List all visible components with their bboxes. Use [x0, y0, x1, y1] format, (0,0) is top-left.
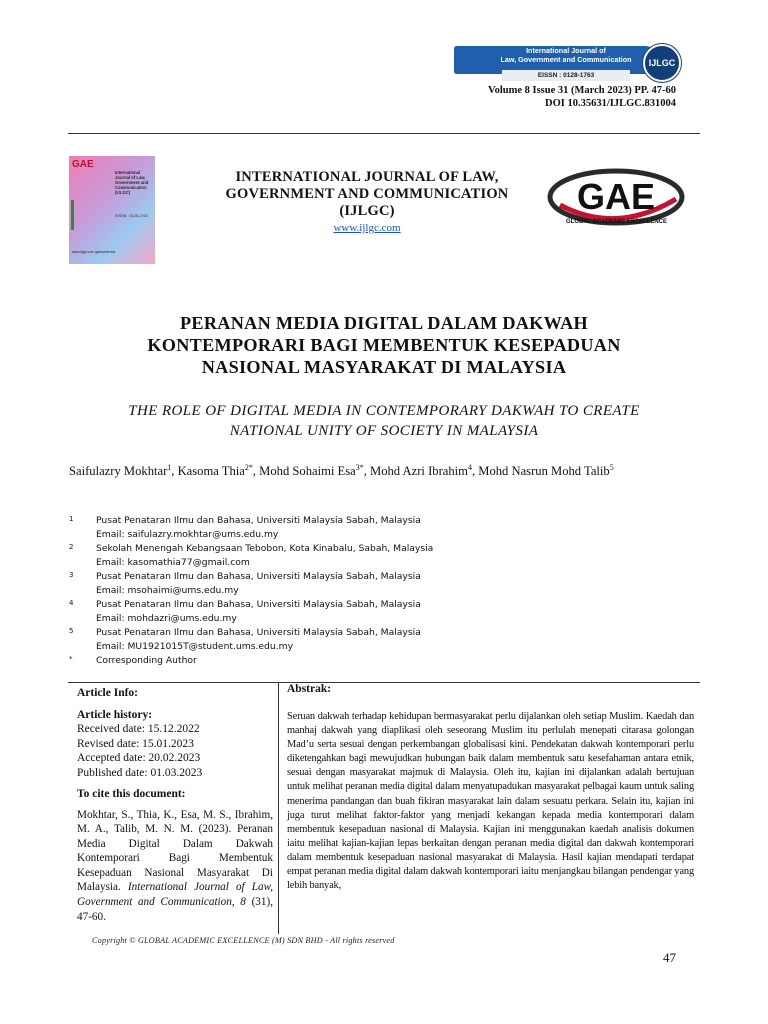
- citation-text: [77, 808, 273, 925]
- author-list: Saifulazry Mokhtar$^1$, Kasoma Thia$^{2*}$, Mohd Sohaimi Esa$^{3*}$, Mohd Azri Ibrahim$^4$, Mohd Nasrun Mohd Talib$^5$: [69, 462, 614, 478]
- paper-title-english: [70, 401, 698, 441]
- affiliation-institution: Pusat Penataran Ilmu dan Bahasa, Universiti Malaysia Sabah, Malaysia: [96, 599, 421, 610]
- affiliation-email: Email: msohaimi@ums.edu.my: [96, 585, 239, 596]
- affiliation-number: 2: [69, 543, 74, 551]
- citation-journal: International Journal of Law, Government and Communication, 8: [77, 881, 274, 909]
- cover-site: www.ijlgc.com gaexcellence: [72, 250, 116, 254]
- journal-name-line1: INTERNATIONAL JOURNAL OF LAW,: [235, 169, 499, 185]
- affiliation-email: Email: kasomathia77@gmail.com: [96, 557, 250, 568]
- journal-name-line3: (IJLGC): [339, 203, 395, 219]
- cite-heading: To cite this document:: [77, 788, 186, 800]
- journal-cover-image: [69, 156, 155, 264]
- affiliation-number: 5: [69, 627, 74, 635]
- journal-banner: [454, 46, 674, 80]
- corresponding-mark: *: [69, 655, 73, 663]
- cover-accent-stripe: [71, 200, 74, 230]
- corresponding-author-note: [69, 654, 699, 668]
- author-name: Kasoma Thia: [177, 464, 245, 478]
- corresponding-text: Corresponding Author: [96, 655, 197, 666]
- revised-date: Revised date: 15.01.2023: [77, 737, 194, 750]
- affiliation-email: Email: mohdazri@ums.edu.my: [96, 613, 237, 624]
- header-rule: [68, 133, 700, 134]
- ijlgc-badge: IJLGC: [643, 44, 681, 82]
- affiliation-item: [69, 542, 699, 570]
- title-en-line2: NATIONAL UNITY OF SOCIETY IN MALAYSIA: [229, 423, 539, 439]
- accepted-date: Accepted date: 20.02.2023: [77, 752, 201, 764]
- affiliation-list: [69, 514, 699, 668]
- author-sup: 1: [167, 462, 172, 472]
- journal-website-link[interactable]: www.ijlgc.com: [333, 222, 401, 234]
- banner-eissn: EISSN : 0128-1763: [502, 70, 630, 81]
- article-history-heading: Article history:: [77, 708, 153, 721]
- citation-body: Mokhtar, S., Thia, K., Esa, M. S., Ibrahim, M. A., Talib, M. N. M. (2023). Peranan Media Digital Dalam Dakwah Kontemporari Bagi Membentuk Kesepaduan Nasional Masyarakat Di Malaysia.: [77, 808, 273, 894]
- title-ms-line3: NASIONAL MASYARAKAT DI MALAYSIA: [201, 357, 567, 377]
- gae-logo-caption: GLOBAL ACADEMIC EXCELLENCE: [566, 219, 668, 225]
- affiliation-item: [69, 626, 699, 654]
- author-sup: 2*: [244, 462, 253, 472]
- doi-line: DOI 10.35631/IJLGC.831004: [545, 98, 676, 109]
- journal-name-line2: GOVERNMENT AND COMMUNICATION: [225, 186, 509, 202]
- citation-pages: (31), 47-60.: [77, 896, 273, 923]
- affiliation-institution: Pusat Penataran Ilmu dan Bahasa, Universiti Malaysia Sabah, Malaysia: [96, 515, 421, 526]
- banner-title-line2: Law, Government and Communication: [500, 54, 632, 64]
- author-name: Mohd Azri Ibrahim: [370, 464, 468, 478]
- copyright-footer: Copyright © GLOBAL ACADEMIC EXCELLENCE (M) SDN BHD - All rights reserved: [92, 936, 395, 945]
- affiliation-number: 1: [69, 515, 74, 523]
- title-ms-line2: KONTEMPORARI BAGI MEMBENTUK KESEPADUAN: [147, 335, 621, 355]
- article-info-panel: [77, 686, 273, 924]
- affiliation-item: [69, 598, 699, 626]
- affiliation-item: [69, 514, 699, 542]
- published-date: Published date: 01.03.2023: [77, 766, 203, 779]
- paper-title-malay: [90, 312, 678, 378]
- gae-logo-icon: [546, 165, 686, 235]
- author-name: Saifulazry Mokhtar: [69, 464, 168, 478]
- affiliation-number: 4: [69, 599, 74, 607]
- cover-title: International Journal of Law, Government and Communication (IJLGC): [115, 170, 149, 195]
- journal-name: [190, 169, 544, 220]
- author-sup: 5: [609, 462, 614, 472]
- page-number: 47: [663, 950, 676, 965]
- banner-title-line1: International Journal of: [526, 46, 606, 55]
- volume-line: Volume 8 Issue 31 (March 2023) PP. 47-60: [487, 85, 676, 96]
- abstract-body: Seruan dakwah terhadap kehidupan bermasyarakat perlu dijalankan oleh setiap Muslim. Kaedah dan manhaj dakwah yang diaplikasi oleh seseorang Muslim itu perlulah menepati citarasa golongan Mad’u serta sesuai dengan perkembangan globalisasi kini. Pendekatan dakwah kontemporari perlu diketengahkan bagi mewujudkan hubungan baik dalam membentuk satu kesefahaman antara etnik, sesuai dengan masyarakat majmuk di Malaysia. Oleh itu, kajian ini dijalankan adalah bertujuan untuk melihat peranan media digital dalam menyatupadukan masyarakat pelbagai kaum untuk saling menerima pandangan dan buah fikiran masyarakat lain dalam sesuatu perkara. Selain itu, kajian ini juga turut melihat faktor-faktor yang menjadi kekangan kepada media kontemporari dalam membentuk kesepaduan nasional di Malaysia. Kajian ini menggunakan kaedah analisis dokumen iaitu melihat kajian-kajian lepas berkaitan dengan peranan media digital dan dakwah kontemporari dalam membentuk kesepaduan nasional masyarakat di Malaysia. Hasil kajian mendapati terdapat empat peranan media digital dalam dakwah kontemporari iaitu menjangkau bilangan pendengar yang lebih banyak,: [287, 711, 694, 892]
- banner-title: [486, 47, 646, 64]
- title-en-line1: THE ROLE OF DIGITAL MEDIA IN CONTEMPORARY DAKWAH TO CREATE: [128, 403, 640, 419]
- author-name: Mohd Nasrun Mohd Talib: [478, 464, 610, 478]
- affiliation-institution: Pusat Penataran Ilmu dan Bahasa, Universiti Malaysia Sabah, Malaysia: [96, 627, 421, 638]
- affiliation-institution: Pusat Penataran Ilmu dan Bahasa, Universiti Malaysia Sabah, Malaysia: [96, 571, 421, 582]
- affiliation-email: Email: MU1921015T@student.ums.edu.my: [96, 641, 294, 652]
- affiliation-institution: Sekolah Menengah Kebangsaan Tebobon, Kota Kinabalu, Sabah, Malaysia: [96, 543, 434, 554]
- issue-info: [488, 84, 676, 110]
- gae-logo: [546, 165, 686, 235]
- author-sup: 4: [467, 462, 472, 472]
- title-ms-line1: PERANAN MEDIA DIGITAL DALAM DAKWAH: [180, 313, 588, 333]
- gae-logo-mark: GAE: [576, 176, 656, 217]
- cover-logo: GAE: [72, 159, 94, 170]
- table-top-rule: [68, 682, 700, 683]
- table-column-divider: [278, 682, 279, 934]
- affiliation-number: 3: [69, 571, 74, 579]
- article-info-heading: Article Info:: [77, 687, 138, 699]
- author-name: Mohd Sohaimi Esa: [259, 464, 356, 478]
- affiliation-email: Email: saifulazry.mokhtar@ums.edu.my: [96, 529, 279, 540]
- author-sup: 3*: [355, 462, 364, 472]
- affiliation-item: [69, 570, 699, 598]
- cover-eissn: EISSN : 0128-1763: [115, 214, 148, 218]
- abstract-heading: Abstrak:: [287, 683, 332, 695]
- received-date: Received date: 15.12.2022: [77, 723, 200, 735]
